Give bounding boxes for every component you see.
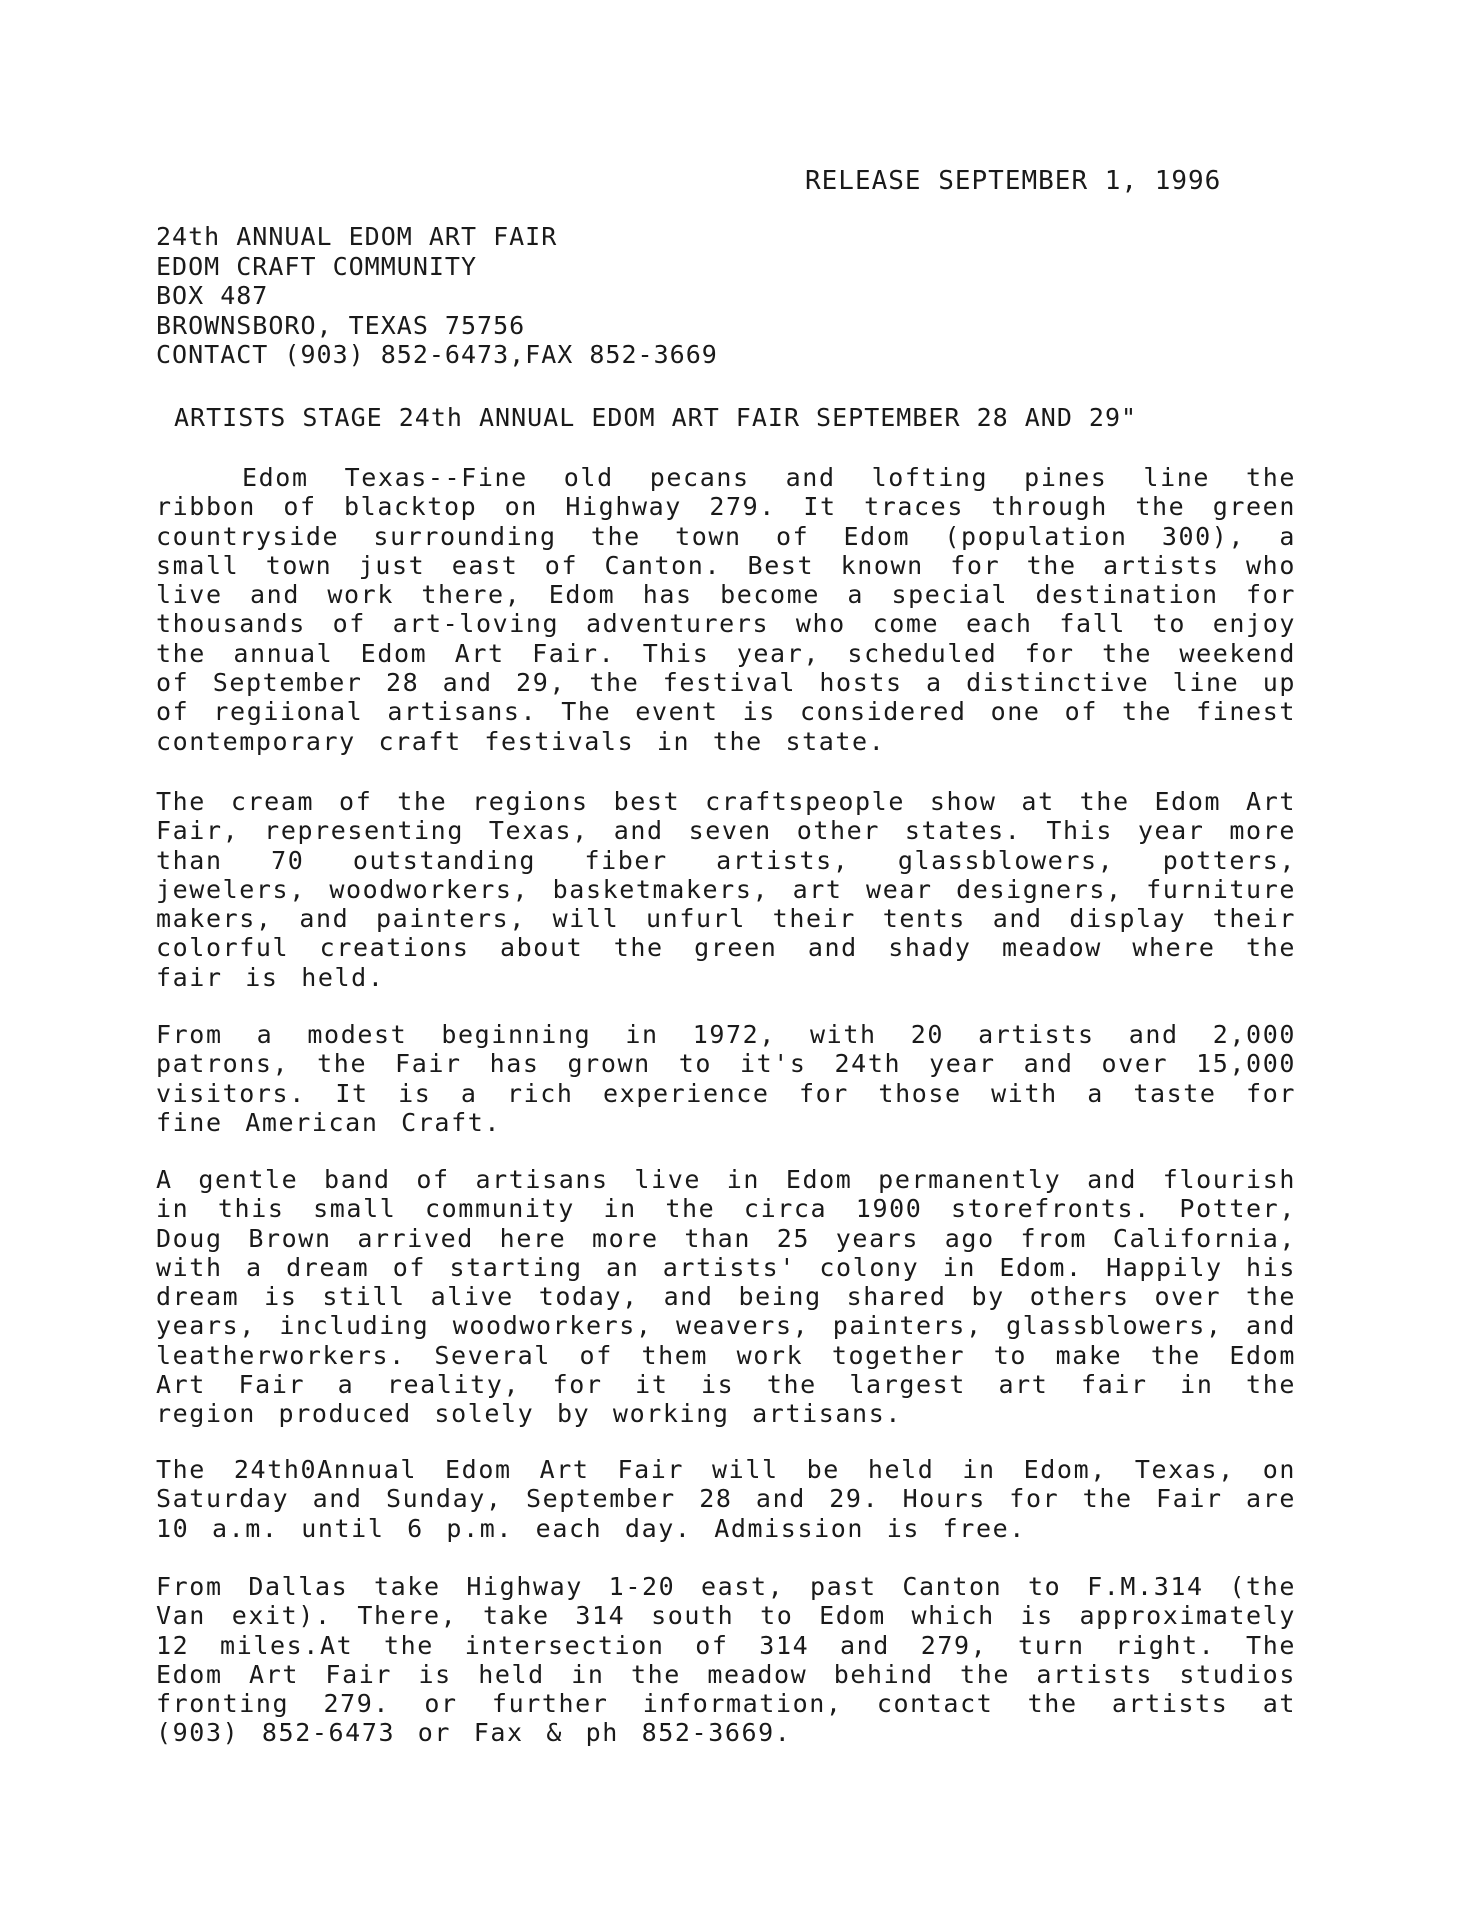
paragraph-history: From a modest beginning in 1972, with 20 artists and 2,000 patrons, the Fair has grown to it's 24th year and over 15,000 visitors. It is a rich experience for those with a taste for fine American Craft. xyxy=(156,1020,1296,1137)
sender-address-block xyxy=(156,222,718,370)
header-line-city: BROWNSBORO, TEXAS 75756 xyxy=(156,310,526,340)
header-line-contact: CONTACT (903) 852-6473,FAX 852-3669 xyxy=(156,340,718,369)
paragraph-community: A gentle band of artisans live in Edom permanently and flourish in this small community in the circa 1900 storefronts. Potter, Doug Brown arrived here more than 25 years ago from California, with a dream of starting an artists' colony in Edom. Happily his dream is still alive today, and being shared by others over the years, including woodworkers, weavers, painters, glassblowers, and leatherworkers. Several of them work together to make the Edom Art Fair a reality, for it is the largest art fair in the region produced solely by working artisans. xyxy=(156,1165,1296,1429)
header-line-event: 24th ANNUAL EDOM ART FAIR xyxy=(156,222,558,251)
header-line-box: BOX 487 xyxy=(156,281,269,310)
paragraph-intro: Edom Texas--Fine old pecans and lofting pines line the ribbon of blacktop on Highway 279. It traces through the green countryside surrounding the town of Edom (population 300), a small town just east of Canton. Best known for the artists who live and work there, Edom has become a special destination for thousands of art-loving adventurers who come each fall to enjoy the annual Edom Art Fair. This year, scheduled for the weekend of September 28 and 29, the festival hosts a distinctive line up of regiional artisans. The event is considered one of the finest contemporary craft festivals in the state. xyxy=(156,463,1296,756)
paragraph-schedule: The 24th0Annual Edom Art Fair will be held in Edom, Texas, on Saturday and Sunday, September 28 and 29. Hours for the Fair are 10 a.m. until 6 p.m. each day. Admission is free. xyxy=(156,1455,1296,1543)
paragraph-directions: From Dallas take Highway 1-20 east, past Canton to F.M.314 (the Van exit). There, take 314 south to Edom which is approximately 12 miles.At the intersection of 314 and 279, turn right. The Edom Art Fair is held in the meadow behind the artists studios fronting 279. or further information, contact the artists at (903) 852-6473 or Fax & ph 852-3669. xyxy=(156,1572,1296,1748)
release-date: RELEASE SEPTEMBER 1, 1996 xyxy=(805,166,1222,196)
paragraph-exhibitors: The cream of the regions best craftspeople show at the Edom Art Fair, representing Texas, and seven other states. This year more than 70 outstanding fiber artists, glassblowers, potters, jewelers, woodworkers, basketmakers, art wear designers, furniture makers, and painters, will unfurl their tents and display their colorful creations about the green and shady meadow where the fair is held. xyxy=(156,787,1296,992)
headline: ARTISTS STAGE 24th ANNUAL EDOM ART FAIR SEPTEMBER 28 AND 29" xyxy=(174,403,1138,432)
header-line-organization: EDOM CRAFT COMMUNITY xyxy=(156,251,478,281)
